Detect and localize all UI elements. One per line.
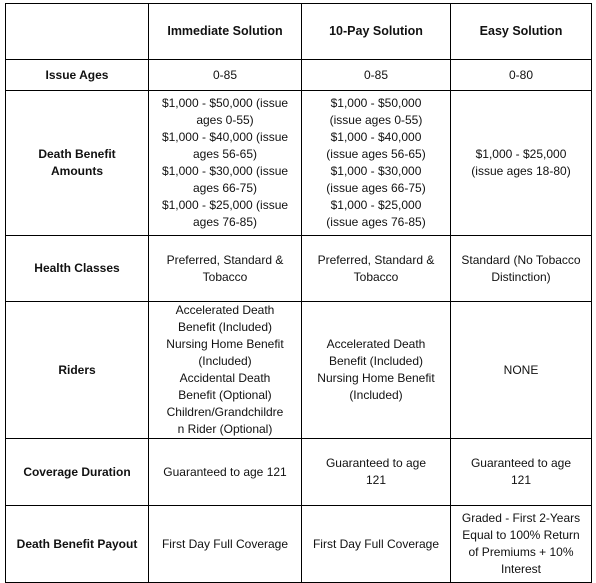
cell-text-line: $1,000 - $25,000 — [475, 147, 567, 161]
header-corner-cell — [6, 4, 149, 60]
cell-text-line: (issue ages 18-80) — [471, 164, 571, 178]
row-label-line: Death Benefit — [38, 147, 116, 161]
row-label-death-benefit-amounts — [6, 91, 149, 236]
cell-health-classes-easy-solution — [451, 236, 592, 302]
cell-text-line: $1,000 - $40,000 (issue — [161, 130, 289, 144]
cell-text-line: n Rider (Optional) — [177, 422, 273, 436]
cell-health-classes-immediate-solution — [149, 236, 302, 302]
cell-text-line: Equal to 100% Return — [462, 528, 580, 542]
row-label-line: Health Classes — [34, 261, 120, 275]
cell-death-benefit-amounts-10-pay-solution — [302, 91, 451, 236]
cell-health-classes-10-pay-solution — [302, 236, 451, 302]
cell-text-line: Nursing Home Benefit — [317, 371, 435, 385]
cell-text-line: Distinction) — [491, 269, 551, 284]
cell-issue-ages-easy-solution — [451, 60, 592, 91]
cell-text-line: ages 56-65) — [192, 147, 258, 161]
cell-text-line: Benefit (Included) — [328, 354, 424, 368]
cell-text-line: Accelerated Death — [326, 337, 426, 351]
cell-text-line: (issue ages 76-85) — [326, 215, 426, 229]
cell-text-line: Tobacco — [202, 269, 248, 284]
cell-coverage-duration-easy-solution — [451, 439, 592, 506]
table-row-coverage-duration — [6, 439, 592, 506]
cell-coverage-duration-10-pay-solution — [302, 439, 451, 506]
table-body — [6, 60, 592, 583]
cell-text-line: Guaranteed to age — [325, 456, 427, 470]
row-label-line: Issue Ages — [45, 67, 109, 82]
cell-text-line: Accidental Death — [179, 371, 271, 385]
cell-text-line: Graded - First 2-Years — [461, 511, 581, 525]
cell-text-line: (issue ages 56-65) — [326, 147, 426, 161]
cell-riders-10-pay-solution — [302, 302, 451, 439]
row-label-line: Death Benefit Payout — [16, 536, 138, 551]
cell-issue-ages-10-pay-solution — [302, 60, 451, 91]
cell-text-line: (Included) — [349, 388, 403, 402]
cell-death-benefit-payout-10-pay-solution — [302, 506, 451, 583]
row-label-line: Coverage Duration — [23, 464, 131, 479]
cell-text-line: (Included) — [198, 354, 252, 368]
cell-text-line: First Day Full Coverage — [312, 536, 440, 551]
row-label-coverage-duration — [6, 439, 149, 506]
cell-death-benefit-payout-easy-solution — [451, 506, 592, 583]
cell-text-line: 121 — [365, 473, 387, 487]
cell-death-benefit-payout-immediate-solution — [149, 506, 302, 583]
cell-text-line: $1,000 - $30,000 (issue — [161, 164, 289, 178]
cell-text-line: 0-80 — [508, 67, 534, 82]
cell-text-line: $1,000 - $25,000 — [330, 198, 422, 212]
cell-text-line: First Day Full Coverage — [161, 536, 289, 551]
row-label-issue-ages — [6, 60, 149, 91]
cell-text-line: Preferred, Standard & — [317, 252, 435, 267]
cell-text-line: of Premiums + 10% — [468, 545, 574, 559]
cell-text-line: Nursing Home Benefit — [166, 337, 284, 351]
header-immediate-solution: Immediate Solution — [149, 4, 302, 60]
cell-riders-easy-solution — [451, 302, 592, 439]
table-row-issue-ages — [6, 60, 592, 91]
header-easy-solution: Easy Solution — [451, 4, 592, 60]
cell-text-line: Children/Grandchildre — [166, 405, 284, 419]
cell-text-line: Guaranteed to age — [470, 456, 572, 470]
table-row-death-benefit-amounts — [6, 91, 592, 236]
cell-text-line: Interest — [500, 562, 542, 576]
cell-text-line: $1,000 - $25,000 (issue — [161, 198, 289, 212]
header-10-pay-solution: 10-Pay Solution — [302, 4, 451, 60]
cell-text-line: Benefit (Optional) — [178, 388, 272, 402]
cell-text-line: Tobacco — [353, 269, 399, 284]
table-row-riders — [6, 302, 592, 439]
cell-text-line: $1,000 - $30,000 — [330, 164, 422, 178]
row-label-line: Amounts — [51, 164, 103, 178]
cell-death-benefit-amounts-easy-solution — [451, 91, 592, 236]
cell-text-line: ages 66-75) — [192, 181, 258, 195]
cell-text-line: Guaranteed to age 121 — [163, 464, 287, 479]
row-label-line: Riders — [58, 362, 96, 377]
cell-riders-immediate-solution — [149, 302, 302, 439]
cell-text-line: Accelerated Death — [175, 303, 275, 317]
cell-text-line: NONE — [503, 362, 539, 377]
cell-coverage-duration-immediate-solution — [149, 439, 302, 506]
comparison-table-container — [5, 3, 592, 583]
table-header-row — [6, 4, 592, 60]
cell-text-line: Benefit (Included) — [177, 320, 273, 334]
cell-text-line: Standard (No Tobacco — [461, 252, 581, 267]
cell-text-line: (issue ages 0-55) — [329, 113, 423, 127]
cell-text-line: (issue ages 66-75) — [326, 181, 426, 195]
cell-text-line: $1,000 - $40,000 — [330, 130, 422, 144]
row-label-riders — [6, 302, 149, 439]
cell-text-line: 0-85 — [212, 67, 238, 82]
row-label-health-classes — [6, 236, 149, 302]
cell-text-line: Preferred, Standard & — [166, 252, 284, 267]
cell-text-line: 0-85 — [363, 67, 389, 82]
row-label-death-benefit-payout — [6, 506, 149, 583]
table-row-death-benefit-payout — [6, 506, 592, 583]
cell-text-line: 121 — [510, 473, 532, 487]
cell-text-line: $1,000 - $50,000 — [330, 96, 422, 110]
product-comparison-table — [5, 3, 592, 583]
cell-text-line: $1,000 - $50,000 (issue — [161, 96, 289, 110]
table-row-health-classes — [6, 236, 592, 302]
cell-issue-ages-immediate-solution — [149, 60, 302, 91]
cell-death-benefit-amounts-immediate-solution — [149, 91, 302, 236]
cell-text-line: ages 0-55) — [196, 113, 254, 127]
cell-text-line: ages 76-85) — [192, 215, 258, 229]
